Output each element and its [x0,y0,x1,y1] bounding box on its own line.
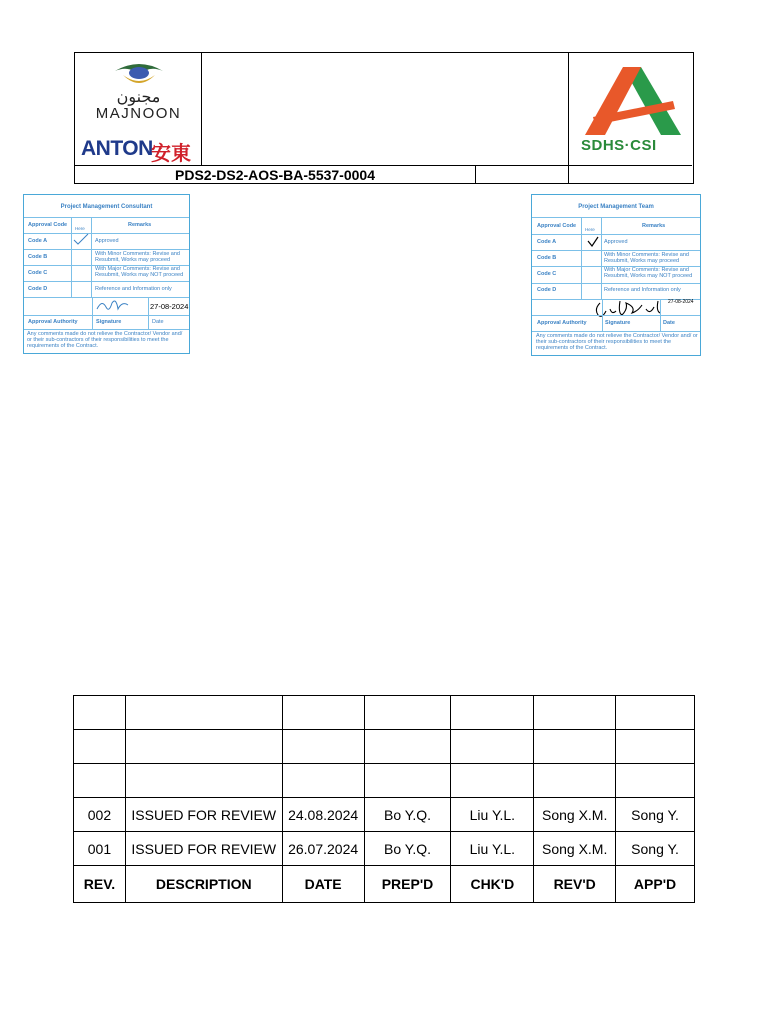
header-rev: REV. [74,866,126,903]
stamp-remark-c: With Major Comments: Revise and Resubmit, Works may NOT proceed [95,266,184,278]
majnoon-logo-icon [109,61,169,89]
rev-date: 26.07.2024 [282,832,364,866]
sdhs-a-logo-icon [583,65,683,135]
header-date: DATE [282,866,364,903]
header-revd: REV'D [534,866,616,903]
header-chkd: CHK'D [451,866,534,903]
table-row [74,798,695,832]
rev-reviewed: Song X.M. [534,832,616,866]
stamp-title: Project Management Consultant [60,204,153,210]
stamp-footer: Any comments made do not relieve the Contractor/ Vendor and/ or their sub-contractors of their responsibilities to meet the requirements of the Contract. [536,333,698,351]
stamp-col-remarks: Remarks [642,223,666,229]
rev-description: ISSUED FOR REVIEW [125,798,282,832]
stamp-remark-b: With Minor Comments: Revise and Resubmit, Works may proceed [604,252,689,264]
rev-description: ISSUED FOR REVIEW [125,832,282,866]
header-prepd: PREP'D [364,866,451,903]
majnoon-arabic-text: مجنون [116,87,161,106]
table-row [74,730,695,764]
stamp-code-a: Code A [537,239,557,245]
sdhs-logo-text: SDHS·CSI [581,137,657,154]
doc-number: PDS2-DS2-AOS-BA-5537-0004 [175,167,375,183]
stamp-date-label: Date [152,319,164,325]
stamp-remark-d: Reference and Information only [95,286,172,292]
table-header-row [74,866,695,903]
stamp-date-value: 27-08-2024 [150,302,189,311]
rev-approved: Song Y. [616,832,695,866]
stamp-footer: Any comments made do not relieve the Contractor/ Vendor and/ or their sub-contractors of their responsibilities to meet the requirements of the Contract. [27,331,183,349]
rev-number: 002 [74,798,126,832]
header-description: DESCRIPTION [125,866,282,903]
company-logos [75,53,202,165]
stamp-remark-b: With Minor Comments: Revise and Resubmit, Works may proceed [95,251,180,263]
stamp-signature-label: Signature [96,319,122,325]
checkmark-icon [72,233,90,245]
anton-logo-text: ANTON [81,137,153,160]
checkmark-icon [586,236,600,248]
stamp-remark-d: Reference and Information only [604,287,681,293]
table-row [74,696,695,730]
signature-icon [94,297,134,315]
rev-approved: Song Y. [616,798,695,832]
anton-chinese-text: 安東 [151,143,191,165]
rev-number: 001 [74,832,126,866]
stamp-remark-c: With Major Comments: Revise and Resubmit, Works may NOT proceed [604,267,693,279]
stamp-remark-a: Approved [604,239,628,245]
rev-checked: Liu Y.L. [451,832,534,866]
approval-stamp-right [531,194,701,356]
majnoon-text: MAJNOON [95,105,182,122]
rev-date: 24.08.2024 [282,798,364,832]
approval-stamp-left [23,194,190,354]
rev-checked: Liu Y.L. [451,798,534,832]
title-block [74,52,694,184]
doc-number-blank-cell [475,166,569,184]
stamp-col-code: Approval Code [537,223,577,229]
stamp-code-b: Code B [537,255,557,261]
stamp-remark-a: Approved [95,238,119,244]
title-area [202,53,569,165]
stamp-col-code: Approval Code [28,222,68,228]
table-row [74,832,695,866]
stamp-code-d: Code D [537,287,557,293]
stamp-date-value: 27-08-2024 [668,299,694,305]
sdhs-logo [569,53,693,165]
stamp-col-check: Here [585,227,595,232]
stamp-col-remarks: Remarks [128,222,152,228]
rev-prepared: Bo Y.Q. [364,798,451,832]
stamp-authority: Approval Authority [537,320,587,326]
stamp-code-a: Code A [28,238,48,244]
stamp-code-d: Code D [28,286,48,292]
revision-table [73,695,695,903]
stamp-code-c: Code C [537,271,557,277]
stamp-authority: Approval Authority [28,319,78,325]
stamp-signature-label: Signature [605,320,631,326]
table-row [74,764,695,798]
stamp-col-check: Here [75,226,85,231]
stamp-code-b: Code B [28,254,48,260]
header-appd: APP'D [616,866,695,903]
stamp-code-c: Code C [28,270,48,276]
stamp-date-label: Date [663,320,675,326]
doc-number-row [75,165,692,184]
stamp-title: Project Management Team [578,204,654,210]
rev-reviewed: Song X.M. [534,798,616,832]
rev-prepared: Bo Y.Q. [364,832,451,866]
